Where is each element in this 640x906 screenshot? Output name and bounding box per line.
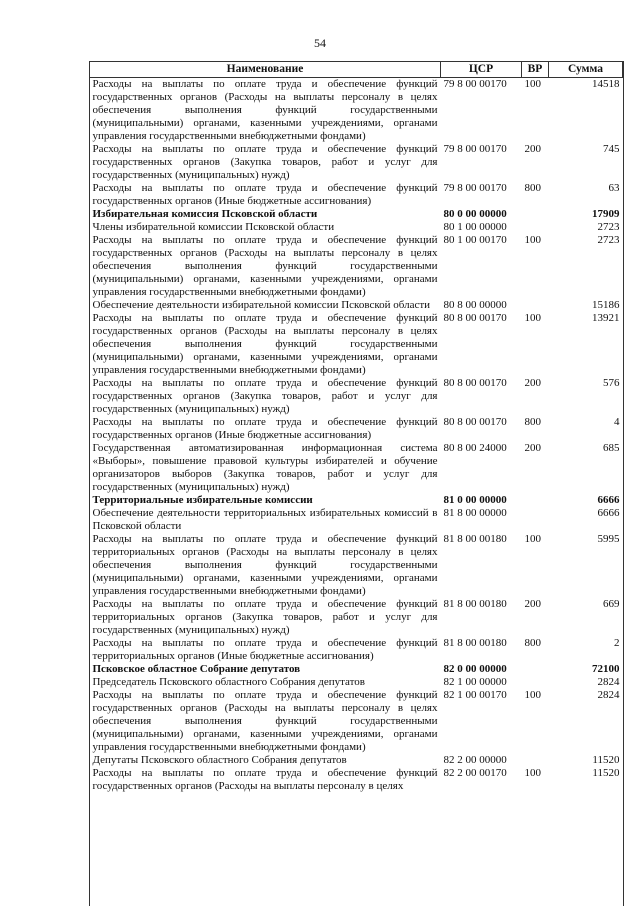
cell-sum: 4 — [614, 416, 620, 428]
cell-name: Расходы на выплаты по оплате труда и обеспечение функций территориальных органов (Иные бюджетные ассигнования) — [92, 637, 438, 662]
cell-sum: 685 — [603, 442, 620, 454]
cell-csr: 80 8 00 00170 — [443, 312, 507, 324]
cell-sum: 745 — [603, 143, 620, 155]
cell-vr — [522, 676, 549, 689]
cell-name: Расходы на выплаты по оплате труда и обеспечение функций государственных органов (Закупка товаров, работ и услуг для государственных (муниципальных) нужд) — [92, 377, 438, 415]
cell-sum: 14518 — [592, 78, 620, 90]
cell-vr: 200 — [524, 377, 541, 389]
cell-name: Обеспечение деятельности территориальных избирательных комиссий в Псковской области — [92, 507, 438, 532]
cell-vr — [522, 754, 549, 767]
cell-sum: 2723 — [597, 234, 620, 246]
cell-name: Расходы на выплаты по оплате труда и обеспечение функций территориальных органов (Закупка товаров, работ и услуг для государственных (муниципальных) нужд) — [92, 598, 438, 636]
header-vr: ВР — [522, 62, 549, 78]
cell-csr: 79 8 00 00170 — [443, 182, 507, 194]
cell-csr: 82 1 00 00170 — [443, 689, 507, 701]
cell-csr: 80 0 00 00000 — [443, 208, 507, 220]
cell-vr: 200 — [524, 442, 541, 454]
cell-sum: 72100 — [592, 663, 620, 675]
cell-name: Депутаты Псковского областного Собрания депутатов — [92, 754, 347, 766]
cell-csr: 81 8 00 00000 — [443, 507, 507, 519]
cell-vr — [522, 299, 549, 312]
cell-sum: 17909 — [592, 208, 620, 220]
cell-name: Псковское областное Собрание депутатов — [92, 663, 301, 675]
cell-name: Расходы на выплаты по оплате труда и обеспечение функций территориальных органов (Расходы на выплаты персоналу в целях обеспечения выполнения функций государственными (муниципальными) органами, казенными учреждениями, органами управления государственными внебюджетными фондами) — [92, 533, 438, 597]
cell-csr: 79 8 00 00170 — [443, 143, 507, 155]
cell-vr: 800 — [524, 637, 541, 649]
cell-vr — [522, 208, 549, 221]
cell-name: Избирательная комиссия Псковской области — [92, 208, 318, 220]
cell-csr: 80 1 00 00000 — [443, 221, 507, 233]
cell-sum: 6666 — [597, 507, 620, 519]
cell-name: Члены избирательной комиссии Псковской области — [92, 221, 335, 233]
cell-vr — [522, 494, 549, 507]
table-row — [90, 312, 623, 377]
table-row — [90, 533, 623, 598]
table-row — [90, 442, 623, 494]
table-row — [90, 676, 623, 689]
cell-vr: 200 — [524, 598, 541, 610]
cell-csr: 81 8 00 00180 — [443, 637, 507, 649]
cell-name: Расходы на выплаты по оплате труда и обеспечение функций государственных органов (Расходы на выплаты персоналу в целях обеспечения выполнения функций государственными (муниципальными) органами, казенными учреждениями, органами управления государственными внебюджетными фондами) — [92, 689, 438, 753]
cell-name: Обеспечение деятельности избирательной комиссии Псковской области — [92, 299, 431, 311]
cell-name: Расходы на выплаты по оплате труда и обеспечение функций государственных органов (Расходы на выплаты персоналу в целях обеспечения выполнения функций государственными (муниципальными) органами, казенными учреждениями, органами управления государственными внебюджетными фондами) — [92, 78, 438, 142]
cell-name: Государственная автоматизированная информационная система «Выборы», повышение правовой культуры избирателей и обучение организаторов выборов (Закупка товаров, работ и услуг для государственных (муниципальных) нужд) — [92, 442, 438, 493]
cell-sum: 13921 — [592, 312, 620, 324]
cell-sum: 15186 — [592, 299, 620, 311]
cell-csr: 81 0 00 00000 — [443, 494, 507, 506]
cell-name: Расходы на выплаты по оплате труда и обеспечение функций государственных органов (Расходы на выплаты персоналу в целях обеспечения выполнения функций государственными (муниципальными) органами, казенными учреждениями, органами управления государственными внебюджетными фондами) — [92, 234, 438, 298]
cell-vr: 100 — [524, 533, 541, 545]
page-number: 54 — [314, 36, 326, 50]
cell-sum: 2 — [614, 637, 620, 649]
cell-vr: 100 — [524, 234, 541, 246]
table-row — [90, 221, 623, 234]
table-row — [90, 637, 623, 663]
cell-vr: 800 — [524, 416, 541, 428]
table-row — [90, 494, 623, 507]
cell-name: Территориальные избирательные комиссии — [92, 494, 313, 506]
cell-name: Расходы на выплаты по оплате труда и обеспечение функций государственных органов (Закупка товаров, работ и услуг для государственных (муниципальных) нужд) — [92, 143, 438, 181]
cell-csr: 82 2 00 00170 — [443, 767, 507, 779]
table-row — [90, 767, 623, 793]
table-row — [90, 689, 623, 754]
cell-vr: 100 — [524, 767, 541, 779]
cell-sum: 2824 — [597, 676, 620, 688]
cell-sum: 2824 — [597, 689, 620, 701]
cell-name: Расходы на выплаты по оплате труда и обеспечение функций государственных органов (Расходы на выплаты персоналу в целях обеспечения выполнения функций государственными (муниципальными) органами, казенными учреждениями, органами управления государственными внебюджетными фондами) — [92, 312, 438, 376]
cell-vr: 200 — [524, 143, 541, 155]
cell-vr: 100 — [524, 78, 541, 90]
table-row — [90, 78, 623, 144]
cell-sum: 669 — [603, 598, 620, 610]
table-row — [90, 143, 623, 182]
header-sum: Сумма — [549, 62, 623, 78]
cell-sum: 6666 — [597, 494, 620, 506]
cell-sum: 11520 — [592, 754, 620, 766]
cell-csr: 82 0 00 00000 — [443, 663, 507, 675]
header-name: Наименование — [90, 62, 441, 78]
cell-csr: 80 1 00 00170 — [443, 234, 507, 246]
cell-csr: 80 8 00 00170 — [443, 377, 507, 389]
table-row — [90, 416, 623, 442]
table-row — [90, 182, 623, 208]
cell-sum: 63 — [608, 182, 620, 194]
table-row — [90, 299, 623, 312]
cell-name: Председатель Псковского областного Собрания депутатов — [92, 676, 365, 688]
cell-sum: 5995 — [597, 533, 620, 545]
table-row — [90, 234, 623, 299]
cell-vr: 100 — [524, 312, 541, 324]
cell-csr: 81 8 00 00180 — [443, 533, 507, 545]
table-header-row — [90, 62, 623, 78]
cell-csr: 79 8 00 00170 — [443, 78, 507, 90]
table-row — [90, 377, 623, 416]
cell-sum: 2723 — [597, 221, 620, 233]
header-csr: ЦСР — [441, 62, 522, 78]
cell-vr — [522, 221, 549, 234]
table-row — [90, 754, 623, 767]
cell-csr: 80 8 00 00000 — [443, 299, 507, 311]
cell-sum: 576 — [603, 377, 620, 389]
cell-csr: 82 2 00 00000 — [443, 754, 507, 766]
table-row — [90, 208, 623, 221]
table-row — [90, 507, 623, 533]
cell-name: Расходы на выплаты по оплате труда и обеспечение функций государственных органов (Иные бюджетные ассигнования) — [92, 182, 438, 207]
cell-vr: 800 — [524, 182, 541, 194]
table-row — [90, 598, 623, 637]
cell-name: Расходы на выплаты по оплате труда и обеспечение функций государственных органов (Расходы на выплаты персоналу в целях — [92, 767, 438, 792]
cell-vr — [522, 663, 549, 676]
cell-vr: 100 — [524, 689, 541, 701]
cell-sum: 11520 — [592, 767, 620, 779]
cell-vr — [522, 507, 549, 533]
cell-csr: 81 8 00 00180 — [443, 598, 507, 610]
table-row — [90, 663, 623, 676]
budget-table — [89, 61, 623, 793]
cell-csr: 80 8 00 24000 — [443, 442, 507, 454]
cell-csr: 80 8 00 00170 — [443, 416, 507, 428]
cell-name: Расходы на выплаты по оплате труда и обеспечение функций государственных органов (Иные бюджетные ассигнования) — [92, 416, 438, 441]
cell-csr: 82 1 00 00000 — [443, 676, 507, 688]
